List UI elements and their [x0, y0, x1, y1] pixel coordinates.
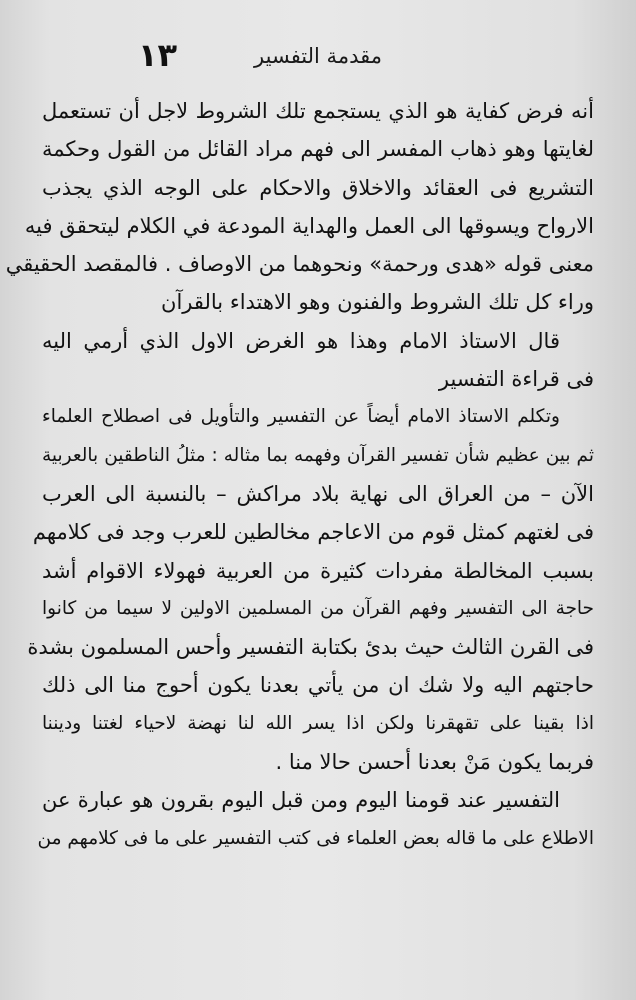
text-line: فى قراءة التفسير — [438, 367, 594, 392]
text-line: معنى قوله «هدى ورحمة» ونحوهما من الاوصاف . فالمقصد الحقيقي — [5, 252, 594, 277]
text-line: فى القرن الثالث حيث بدئ بكتابة التفسير وأحس المسلمون بشدة — [27, 635, 594, 660]
text-line: بسبب المخالطة مفردات كثيرة من العربية فهولاء الاقوام أشد — [42, 558, 594, 583]
text-line: الارواح ويسوقها الى العمل والهداية المودعة في الكلام ليتحقق فيه — [24, 213, 594, 238]
text-line: لغايتها وهو ذهاب المفسر الى فهم مراد القائل من القول وحكمة — [42, 137, 594, 162]
text-line: وتكلم الاستاذ الامام أيضاً عن التفسير والتأويل فى اصطلاح العلماء — [42, 406, 560, 428]
page-number: ١٣ — [138, 36, 178, 74]
text-line: ثم بين عظيم شأن تفسير القرآن وفهمه بما مثاله : مثلُ الناطقين بالعربية — [42, 444, 594, 466]
text-line: وراء كل تلك الشروط والفنون وهو الاهتداء بالقرآن — [161, 290, 594, 315]
text-line: فربما يكون مَنْ بعدنا أحسن حالا منا . — [275, 750, 594, 775]
text-line: الاطلاع على ما قاله بعض العلماء فى كتب التفسير على ما فى كلامهم من — [37, 827, 594, 849]
text-line: أنه فرض كفاية هو الذي يستجمع تلك الشروط لاجل أن تستعمل — [42, 99, 594, 123]
text-line: حاجة الى التفسير وفهم القرآن من المسلمين الاولين لا سيما من كانوا — [42, 597, 594, 619]
page-title: مقدمة التفسير — [254, 44, 382, 68]
text-line: قال الاستاذ الامام وهذا هو الغرض الاول الذي أرمي اليه — [42, 328, 560, 353]
text-line: حاجتهم اليه ولا شك ان من يأتي بعدنا يكون أحوج منا الى ذلك — [42, 673, 594, 698]
text-line: التفسير عند قومنا اليوم ومن قبل اليوم بقرون هو عبارة عن — [42, 788, 560, 813]
text-line: اذا بقينا على تقهقرنا ولكن اذا يسر الله لنا نهضة لاحياء لغتنا وديننا — [42, 712, 594, 734]
text-line: فى لغتهم كمثل قوم من الاعاجم مخالطين للعرب وجد فى كلامهم — [32, 520, 594, 545]
text-line: الآن – من العراق الى نهاية بلاد مراكش – بالنسبة الى العرب — [42, 481, 594, 506]
page-header — [0, 36, 636, 84]
body-text — [5, 92, 594, 858]
text-line: التشريع فى العقائد والاخلاق والاحكام على الوجه الذي يجذب — [42, 175, 594, 200]
